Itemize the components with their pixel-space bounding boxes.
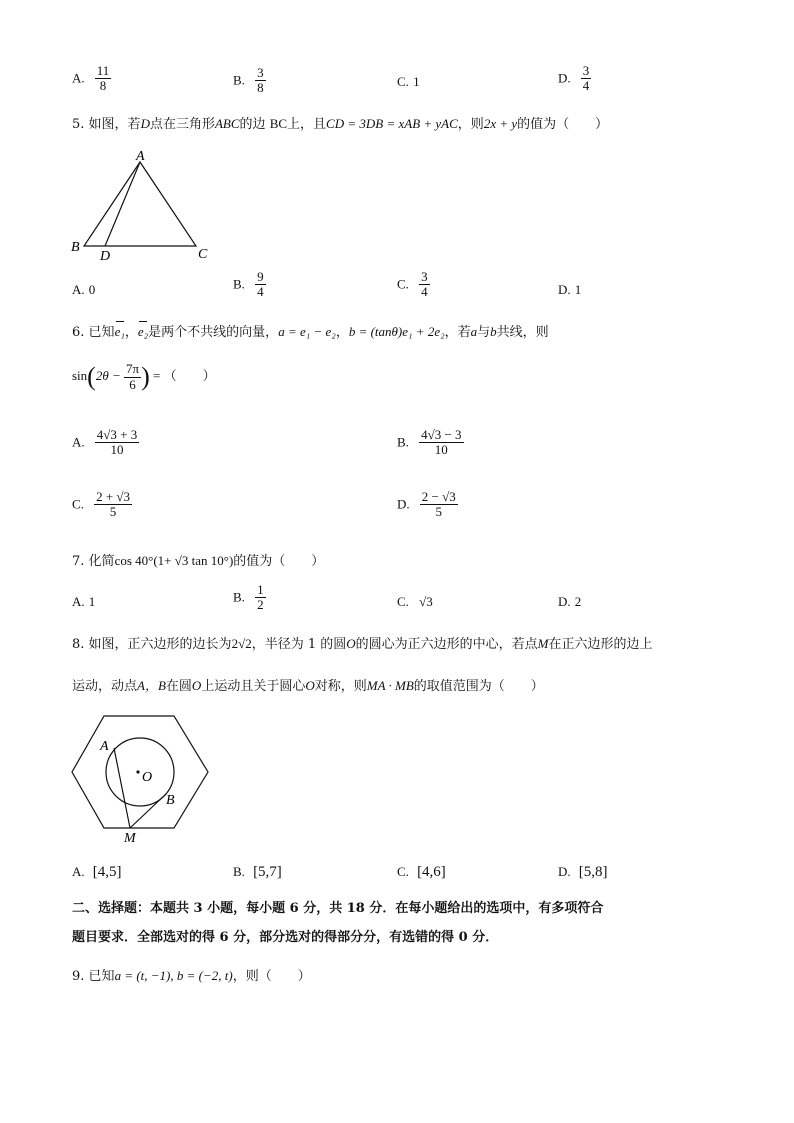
q7-option-c[interactable]: C. √3 <box>397 594 433 609</box>
center-dot <box>136 770 139 773</box>
q8-stem-line1: 8. 如图，正六边形的边长为2√2，半径为 1 的圆O的圆心为正六边形的中心，若点M在正六边形的边上 <box>72 636 653 652</box>
q5-option-a[interactable]: A. 0 <box>72 282 96 297</box>
q8-hexagon-figure <box>70 710 220 846</box>
q4-option-d[interactable]: D. $\frac{3}{4}$ <box>558 63 590 94</box>
q8-option-c[interactable]: C. [4,6] <box>397 864 446 880</box>
section-2-heading-line2: 题目要求．全部选对的得 6 分，部分选对的得部分分，有选错的得 0 分． <box>72 930 499 945</box>
q4-option-b[interactable]: B. $\frac{3}{8}$ <box>233 65 264 96</box>
label-b: B <box>166 793 175 808</box>
trig-expression: cos 40°(1+ √3 tan 10°) <box>114 553 234 568</box>
label-a: A <box>136 149 145 164</box>
q5-stem: 5. 如图，若D点在三角形ABC的边 BC上，且CD = 3DB = xAB + yAC，则2x + y的值为（ ） <box>72 116 609 132</box>
q5-option-c[interactable]: C. $\frac{3}{4}$ <box>397 269 428 300</box>
q5-option-b[interactable]: B. $\frac{9}{4}$ <box>233 269 264 300</box>
section-2-heading-line1: 二、选择题：本题共 3 小题，每小题 6 分，共 18 分．在每小题给出的选项中，有多项符合 <box>72 901 604 916</box>
q7-stem: 7. 化简cos 40°(1+ √3 tan 10°)的值为（ ） <box>72 553 325 569</box>
label-m: M <box>124 831 136 846</box>
fraction: $\frac{2 - √3}{5}$ <box>421 489 456 520</box>
dot-product: MA · MB <box>366 678 414 693</box>
fraction: $\frac{4√3 - 3}{10}$ <box>421 427 462 458</box>
fraction: $\frac{4√3 + 3}{10}$ <box>96 427 138 458</box>
fraction: $\frac{3}{4}$ <box>582 63 590 94</box>
q7-option-d[interactable]: D. 2 <box>558 594 582 609</box>
q6-stem: 6. 已知e₁，e₂是两个不共线的向量，a = e₁ − e₂，b = (tanθ)e₁ + 2e₂，若a与b共线，则 <box>72 324 549 340</box>
fraction: $\frac{3}{4}$ <box>421 269 428 300</box>
segment-ad <box>105 162 140 246</box>
q7-option-a[interactable]: A. 1 <box>72 594 96 609</box>
fraction: $\frac{3}{8}$ <box>257 65 264 96</box>
label-a: A <box>100 739 109 754</box>
q8-option-d[interactable]: D. [5,8] <box>558 864 608 880</box>
q6-option-c[interactable]: C. $\frac{2 + √3}{5}$ <box>72 489 131 520</box>
label-d: D <box>100 249 111 264</box>
q5-triangle-figure <box>70 148 220 264</box>
vector-definitions: a = (t, −1), b = (−2, t) <box>114 968 233 983</box>
q4-option-c[interactable]: C. 1 <box>397 74 420 89</box>
q4-option-a[interactable]: A. $\frac{11}{8}$ <box>72 63 110 94</box>
segment-mb <box>130 794 166 828</box>
q8-option-a[interactable]: A. [4,5] <box>72 864 122 880</box>
fraction: $\frac{1}{2}$ <box>257 582 264 613</box>
fraction: $\frac{11}{8}$ <box>96 63 110 94</box>
q6-expression: sin(2θ − $\frac{7\pi}{6}$ ) = （ ） <box>72 361 216 392</box>
q8-option-b[interactable]: B. [5,7] <box>233 864 282 880</box>
label-o: O <box>142 770 153 785</box>
q8-stem-line2: 运动，动点A，B在圆O上运动且关于圆心O对称，则MA · MB的取值范围为（ ） <box>72 678 544 694</box>
regular-hexagon <box>72 716 208 828</box>
fraction: $\frac{9}{4}$ <box>257 269 264 300</box>
q9-stem: 9. 已知a = (t, −1), b = (−2, t)，则（ ） <box>72 968 311 984</box>
triangle-abc <box>84 162 196 246</box>
q6-option-a[interactable]: A. $\frac{4√3 + 3}{10}$ <box>72 427 138 458</box>
q6-option-b[interactable]: B. $\frac{4√3 - 3}{10}$ <box>397 427 462 458</box>
q7-option-b[interactable]: B. $\frac{1}{2}$ <box>233 582 264 613</box>
vector-equation: CD = 3DB = xAB + yAC <box>326 116 458 131</box>
fraction: $\frac{7\pi}{6}$ <box>126 361 140 392</box>
q5-option-d[interactable]: D. 1 <box>558 282 582 297</box>
fraction: $\frac{2 + √3}{5}$ <box>96 489 131 520</box>
label-c: C <box>198 247 208 262</box>
q6-option-d[interactable]: D. $\frac{2 - √3}{5}$ <box>397 489 456 520</box>
label-b: B <box>71 240 80 255</box>
segment-ma <box>114 748 130 828</box>
